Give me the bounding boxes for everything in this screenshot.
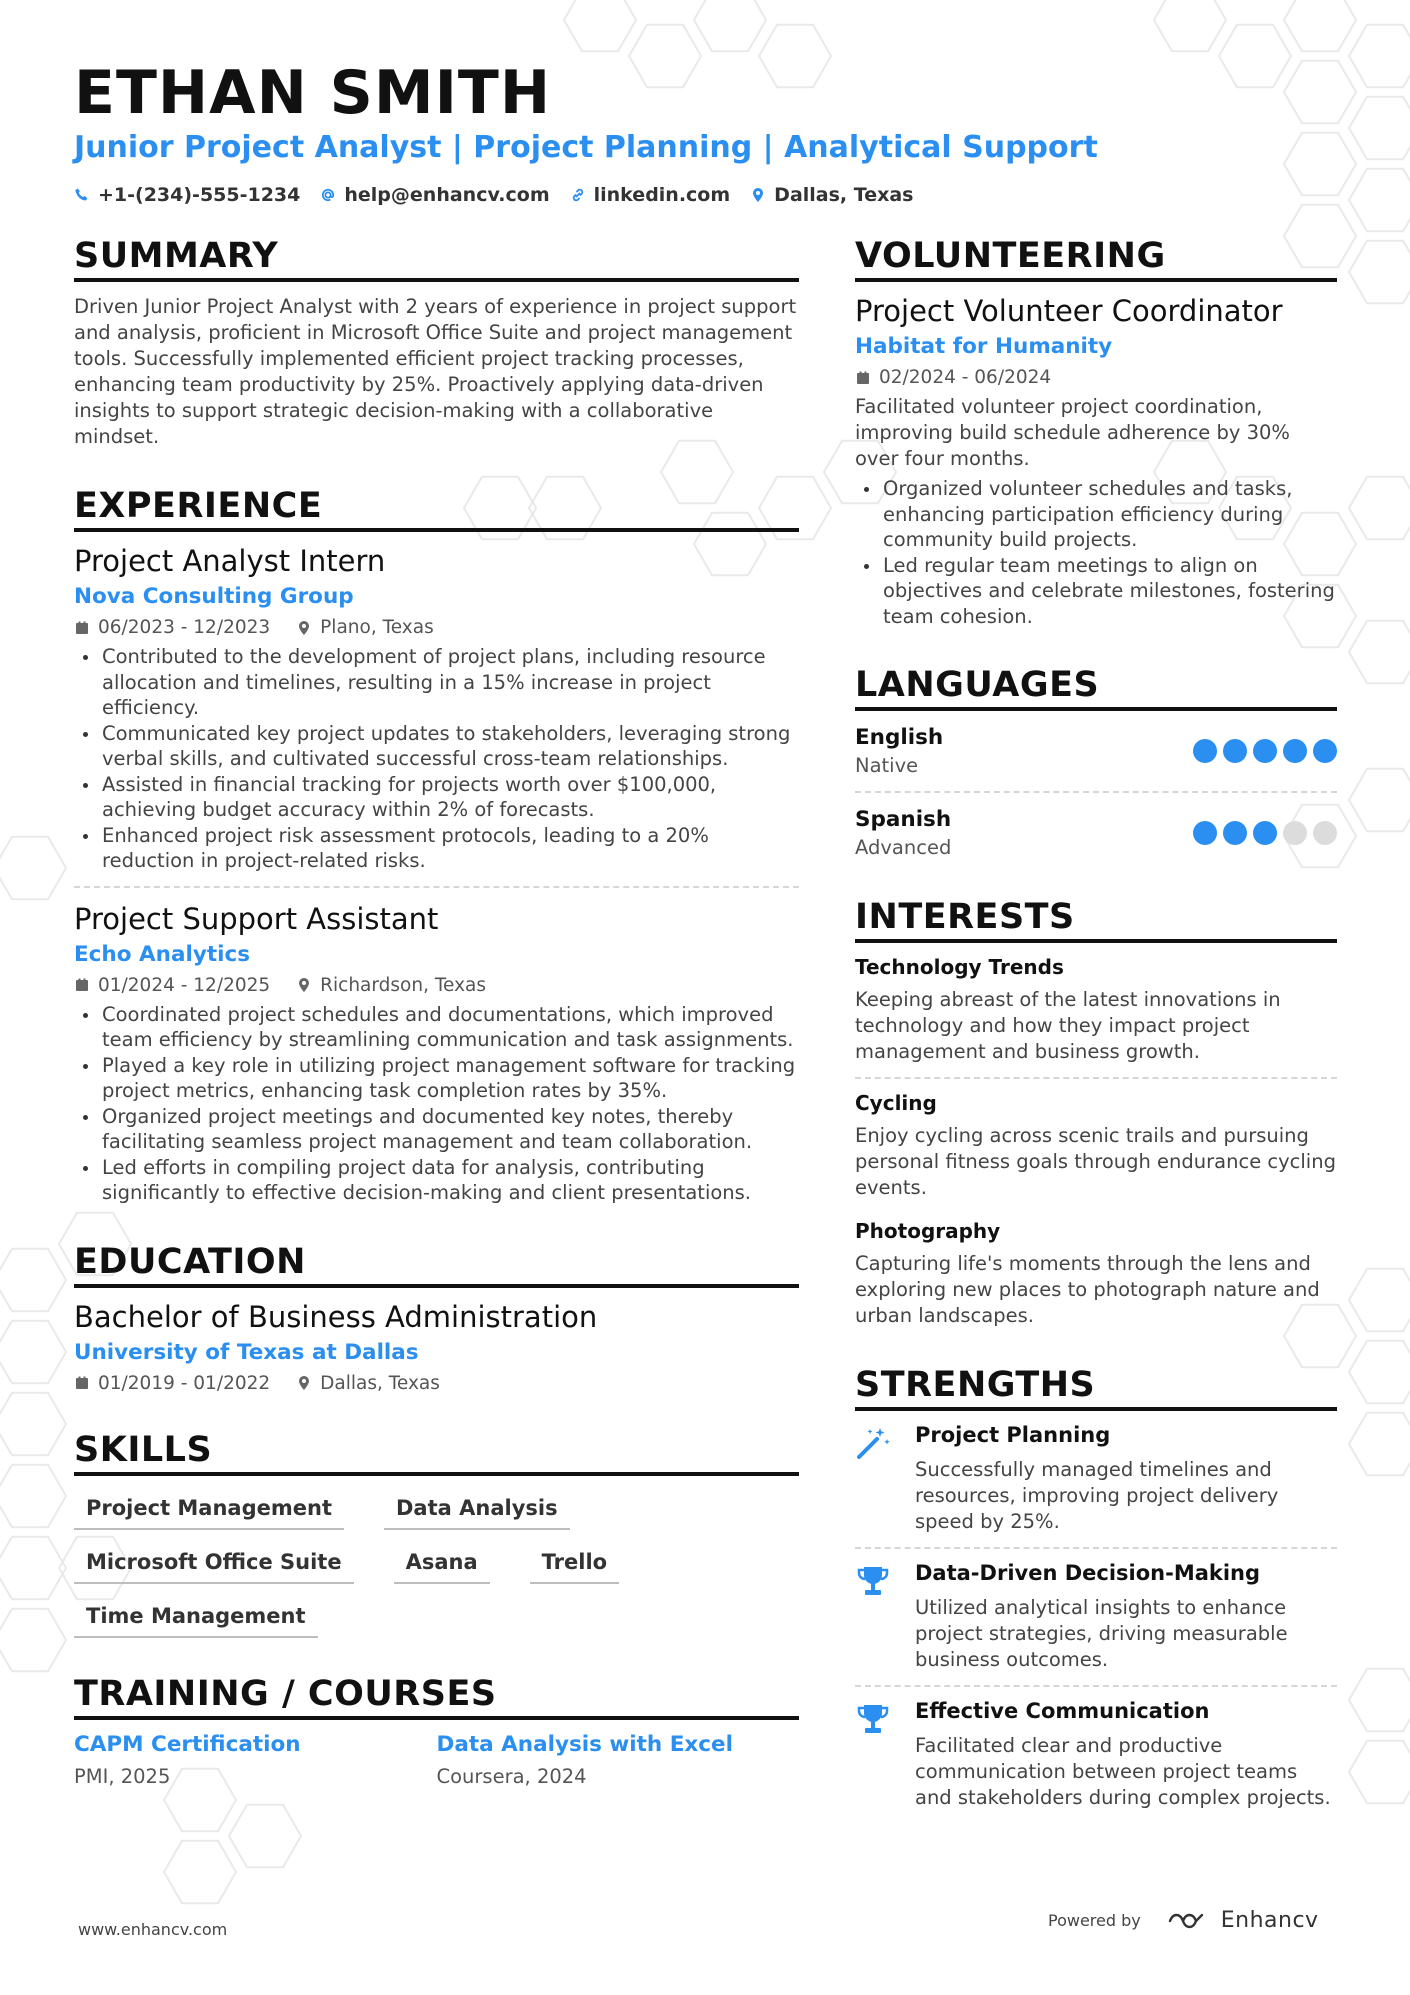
strength-title: Project Planning: [915, 1423, 1111, 1447]
interest-text: Keeping abreast of the latest innovations in technology and how they impact project management and business growth.: [855, 988, 1281, 1063]
powered-by-label: Powered by: [1048, 1911, 1141, 1930]
list-item: Played a key role in utilizing project management software for tracking project metrics, enhancing task completion rates by 35%.: [74, 1053, 799, 1104]
strength-title: Effective Communication: [915, 1699, 1210, 1723]
rating-dot-empty: [1313, 821, 1337, 845]
volunteer-summary: Facilitated volunteer project coordination, improving build schedule adherence by 30% over four months.: [855, 395, 1290, 470]
strength-title: Data-Driven Decision-Making: [915, 1561, 1261, 1585]
summary-heading: SUMMARY: [74, 236, 799, 282]
list-item: Organized volunteer schedules and tasks, enhancing participation efficiency during community build projects.: [855, 476, 1337, 553]
interest-item: [855, 955, 1337, 1065]
contact-phone[interactable]: [74, 184, 300, 206]
interests-heading: INTERESTS: [855, 897, 1337, 943]
skill-tag: Microsoft Office Suite: [74, 1546, 354, 1584]
calendar-icon: [74, 1375, 90, 1391]
phone-text: +1-(234)-555-1234: [98, 184, 301, 206]
interest-text: Capturing life's moments through the lens and exploring new places to photograph nature and urban landscapes.: [855, 1252, 1320, 1327]
language-row: [855, 723, 1337, 779]
company-name: Nova Consulting Group: [74, 584, 354, 609]
experience-entry: [74, 544, 799, 874]
education-dates: 01/2019 - 01/2022: [98, 1372, 271, 1394]
calendar-icon: [74, 977, 90, 993]
divider: [855, 1209, 1337, 1211]
calendar-icon: [74, 620, 90, 636]
contact-location: [750, 184, 913, 206]
company-name: Echo Analytics: [74, 941, 251, 967]
divider: [855, 1547, 1337, 1549]
strength-text: Facilitated clear and productive communication between project teams and stakeholders during complex projects.: [915, 1734, 1331, 1809]
interest-title: Cycling: [855, 1091, 937, 1115]
training-name: Data Analysis with Excel: [436, 1731, 733, 1757]
training-item: [74, 1732, 437, 1788]
volunteering-heading: VOLUNTEERING: [855, 236, 1337, 282]
training-provider: PMI, 2025: [74, 1764, 171, 1788]
language-row: [855, 805, 1337, 861]
linkedin-text: linkedin.com: [593, 184, 731, 206]
languages-section: [855, 665, 1337, 861]
contact-bar: [74, 184, 913, 206]
skills-section: [74, 1430, 799, 1638]
candidate-name: ETHAN SMITH: [74, 58, 552, 128]
rating-dot-filled: [1193, 821, 1217, 845]
rating-dot-filled: [1223, 739, 1247, 763]
skill-tag: Data Analysis: [384, 1492, 570, 1530]
volunteer-bullets: [855, 476, 1337, 629]
education-location: Dallas, Texas: [320, 1372, 440, 1394]
language-level: Native: [855, 754, 919, 777]
map-pin-icon: [296, 620, 312, 636]
training-section: [74, 1674, 799, 1788]
experience-heading: EXPERIENCE: [74, 486, 799, 532]
job-location: Plano, Texas: [320, 617, 434, 638]
job-meta: [74, 617, 799, 638]
strength-text: Successfully managed timelines and resources, improving project delivery speed by 25%.: [915, 1458, 1279, 1533]
list-item: Assisted in financial tracking for projects worth over $100,000, achieving budget accuracy within 2% of forecasts.: [74, 772, 799, 823]
rating-dot-empty: [1283, 821, 1307, 845]
job-location: Richardson, Texas: [320, 974, 486, 996]
skill-tag: Time Management: [74, 1600, 318, 1638]
training-name: CAPM Certification: [74, 1731, 301, 1757]
training-provider: Coursera, 2024: [436, 1764, 587, 1788]
strengths-heading: STRENGTHS: [855, 1365, 1337, 1411]
divider: [855, 1077, 1337, 1079]
rating-dot-filled: [1193, 739, 1217, 763]
interest-item: [855, 1091, 1337, 1201]
map-pin-icon: [296, 1375, 312, 1391]
calendar-icon: [855, 370, 871, 386]
contact-linkedin[interactable]: [570, 184, 731, 206]
rating-dot-filled: [1253, 739, 1277, 763]
footer-website[interactable]: www.enhancv.com: [78, 1920, 228, 1939]
magic-wand-icon: [855, 1423, 897, 1535]
training-list: [74, 1732, 799, 1788]
list-item: Organized project meetings and documented key notes, thereby facilitating seamless project management and team collaboration.: [74, 1104, 799, 1155]
list-item: Coordinated project schedules and documentations, which improved team efficiency by streamlining communication and task assignments.: [74, 1002, 799, 1053]
enhancv-logo-icon: [1167, 1910, 1211, 1932]
divider: [855, 791, 1337, 793]
link-icon: [570, 187, 586, 203]
training-item: [437, 1732, 800, 1788]
rating-dot-filled: [1223, 821, 1247, 845]
job-dates: 06/2023 - 12/2023: [98, 617, 271, 638]
language-rating: [1193, 821, 1337, 845]
interest-text: Enjoy cycling across scenic trails and pursuing personal fitness goals through endurance cycling events.: [855, 1124, 1336, 1199]
list-item: Led efforts in compiling project data for analysis, contributing significantly to effective decision-making and client presentations.: [74, 1155, 799, 1206]
rating-dot-filled: [1253, 821, 1277, 845]
job-bullets: [74, 644, 799, 874]
phone-icon: [74, 187, 90, 203]
map-pin-icon: [296, 977, 312, 993]
brand-logo[interactable]: [1167, 1908, 1319, 1933]
education-meta: [74, 1373, 799, 1394]
school-name: University of Texas at Dallas: [74, 1339, 419, 1365]
strength-item: [855, 1699, 1337, 1811]
volunteer-role: Project Volunteer Coordinator: [855, 294, 1283, 328]
volunteer-org: Habitat for Humanity: [855, 334, 1113, 359]
job-title: Project Support Assistant: [74, 901, 439, 936]
education-section: [74, 1242, 799, 1394]
skills-list: [74, 1488, 799, 1638]
footer-branding: [1048, 1908, 1319, 1933]
language-rating: [1193, 739, 1337, 763]
languages-heading: LANGUAGES: [855, 665, 1337, 711]
interest-title: Photography: [855, 1219, 1001, 1243]
education-heading: EDUCATION: [74, 1242, 799, 1288]
skill-tag: Asana: [394, 1546, 490, 1584]
email-text: help@enhancv.com: [344, 184, 550, 206]
strength-item: [855, 1423, 1337, 1535]
location-text: Dallas, Texas: [774, 184, 914, 206]
language-name: Spanish: [855, 807, 952, 832]
experience-section: [74, 486, 799, 1206]
job-meta: [74, 975, 799, 996]
skill-tag: Trello: [530, 1546, 619, 1584]
brand-name: Enhancv: [1220, 1908, 1319, 1933]
interest-title: Technology Trends: [855, 955, 1064, 979]
map-pin-icon: [750, 187, 766, 203]
language-level: Advanced: [855, 836, 952, 859]
list-item: Communicated key project updates to stakeholders, leveraging strong verbal skills, and cultivated successful cross-team relationships.: [74, 721, 799, 772]
list-item: Led regular team meetings to align on objectives and celebrate milestones, fostering team cohesion.: [855, 553, 1337, 630]
training-heading: TRAINING / COURSES: [74, 1674, 799, 1720]
strength-item: [855, 1561, 1337, 1673]
interest-item: [855, 1219, 1337, 1329]
rating-dot-filled: [1313, 739, 1337, 763]
degree-title: Bachelor of Business Administration: [74, 1299, 598, 1334]
job-title: Project Analyst Intern: [74, 544, 386, 578]
contact-email[interactable]: [320, 184, 549, 206]
volunteering-section: [855, 236, 1337, 629]
divider: [74, 886, 799, 888]
interests-section: [855, 897, 1337, 1329]
experience-entry: [74, 902, 799, 1206]
job-dates: 01/2024 - 12/2025: [98, 974, 271, 996]
rating-dot-filled: [1283, 739, 1307, 763]
volunteer-meta: [855, 367, 1337, 388]
list-item: Enhanced project risk assessment protocols, leading to a 20% reduction in project-related risks.: [74, 823, 799, 874]
right-column: [855, 236, 1337, 1847]
candidate-headline: Junior Project Analyst | Project Planning | Analytical Support: [74, 130, 1098, 165]
skill-tag: Project Management: [74, 1492, 344, 1530]
strengths-section: [855, 1365, 1337, 1811]
summary-text: Driven Junior Project Analyst with 2 years of experience in project support and analysis, proficient in Microsoft Office Suite and project management tools. Successfully implemented efficient project tracking processes, enhancing team productivity by 25%. Proactively applying data-driven insights to support strategic decision-making with a collaborative mindset.: [74, 295, 797, 448]
divider: [855, 1685, 1337, 1687]
language-name: English: [855, 725, 944, 750]
at-icon: [320, 187, 336, 203]
left-column: [74, 236, 799, 1824]
trophy-icon: [855, 1561, 897, 1673]
strength-text: Utilized analytical insights to enhance project strategies, driving measurable business outcomes.: [915, 1596, 1288, 1671]
volunteer-dates: 02/2024 - 06/2024: [879, 367, 1052, 388]
skills-heading: SKILLS: [74, 1430, 799, 1476]
trophy-icon: [855, 1699, 897, 1811]
summary-section: [74, 236, 799, 450]
list-item: Contributed to the development of project plans, including resource allocation and timelines, resulting in a 15% increase in project efficiency.: [74, 644, 799, 721]
job-bullets: [74, 1002, 799, 1206]
